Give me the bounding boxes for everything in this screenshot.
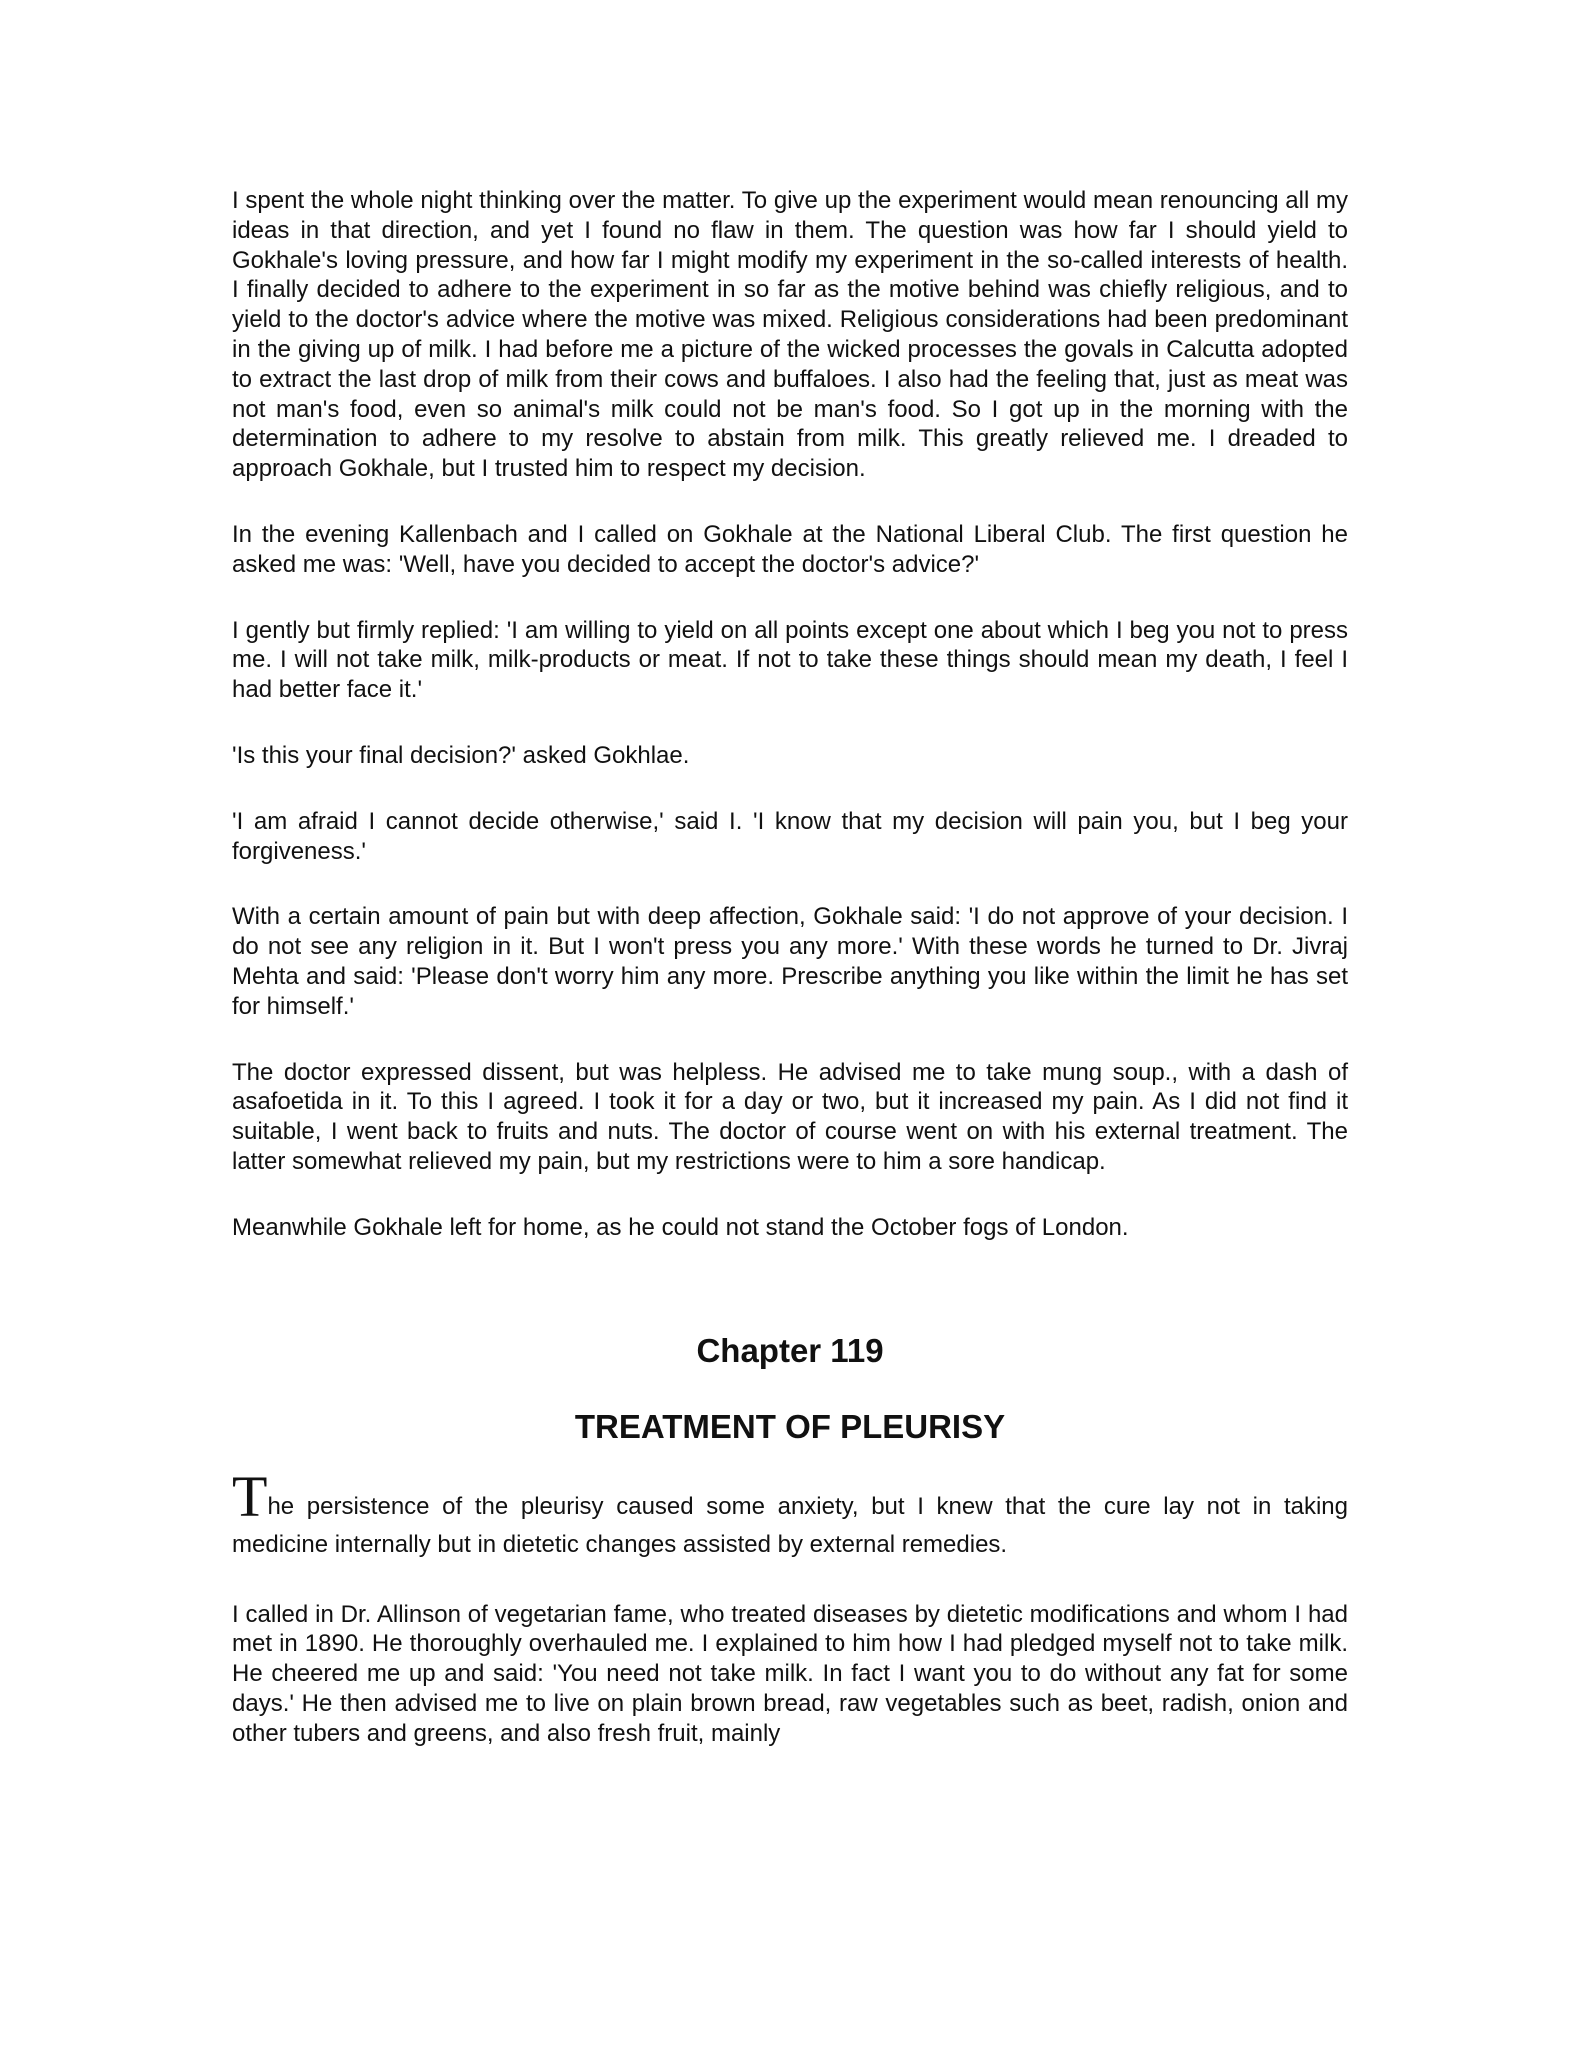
heading-gap bbox=[232, 1447, 1348, 1477]
chapter-number: Chapter 119 bbox=[696, 1331, 884, 1369]
section-gap bbox=[232, 1243, 1348, 1331]
paragraph-gap bbox=[232, 580, 1348, 616]
paragraph-gokhale-said: With a certain amount of pain but with deep affection, Gokhale said: 'I do not approve of your decision. I do not see any religion in it. But I won't press you any more.' With these words he turned to Dr. Jivraj Mehta and said: 'Please don't worry him any more. Prescribe anything you like within the limit he has set for himself.' bbox=[232, 903, 1348, 1020]
paragraph-gap bbox=[232, 705, 1348, 741]
chapter-title: TREATMENT OF PLEURISY bbox=[574, 1407, 1006, 1445]
paragraph-liberal-club: In the evening Kallenbach and I called on Gokhale at the National Liberal Club. The first question he asked me was: 'Well, have you decided to accept the doctor's advice?' bbox=[232, 520, 1348, 578]
paragraph-doctor-dissent: The doctor expressed dissent, but was helpless. He advised me to take mung soup., with a dash of asafoetida in it. To this I agreed. I took it for a day or two, but it increased my pain. As I did not find it suitable, I went back to fruits and nuts. The doctor of course went on with his external treatment. The latter somewhat relieved my pain, but my restrictions were to him a sore handicap. bbox=[232, 1058, 1348, 1175]
first-paragraph-text: he persistence of the pleurisy caused some anxiety, but I knew that the cure lay not in taking medicine internally but in dietetic changes assisted by external remedies. bbox=[232, 1492, 1348, 1558]
paragraph-gap bbox=[232, 771, 1348, 807]
paragraph-night-thinking: I spent the whole night thinking over the matter. To give up the experiment would mean renouncing all my ideas in that direction, and yet I found no flaw in them. The question was how far I should yield to Gokhale's loving pressure, and how far I might modify my experiment in the so-called interests of health. I finally decided to adhere to the experiment in so far as the motive behind was chiefly religious, and to yield to the doctor's advice where the motive was mixed. Religious considerations had been predominant in the giving up of milk. I had before me a picture of the wicked processes the govals in Calcutta adopted to extract the last drop of milk from their cows and buffaloes. I also had the feeling that, just as meat was not man's food, even so animal's milk could not be man's food. So I got up in the morning with the determination to adhere to my resolve to abstain from milk. This greatly relieved me. I dreaded to approach Gokhale, but I trusted him to respect my decision. bbox=[232, 187, 1348, 483]
paragraph-gap bbox=[232, 1564, 1348, 1600]
paragraph-forgiveness: 'I am afraid I cannot decide otherwise,' said I. 'I know that my decision will pain you, but I beg your forgiveness.' bbox=[232, 807, 1348, 865]
drop-cap: T bbox=[232, 1463, 268, 1529]
paragraph-final-decision: 'Is this your final decision?' asked Gokhlae. bbox=[232, 741, 690, 769]
heading-gap bbox=[232, 1371, 1348, 1407]
paragraph-gokhale-left: Meanwhile Gokhale left for home, as he could not stand the October fogs of London. bbox=[232, 1213, 1129, 1241]
document-page bbox=[232, 186, 1348, 1749]
chapter-first-paragraph bbox=[232, 1463, 1348, 1564]
paragraph-reply: I gently but firmly replied: 'I am willing to yield on all points except one about which I beg you not to press me. I will not take milk, milk-products or meat. If not to take these things should mean my death, I feel I had better face it.' bbox=[232, 616, 1348, 704]
paragraph-gap bbox=[232, 484, 1348, 520]
paragraph-gap bbox=[232, 866, 1348, 902]
paragraph-allinson: I called in Dr. Allinson of vegetarian fame, who treated diseases by dietetic modifications and whom I had met in 1890. He thoroughly overhauled me. I explained to him how I had pledged myself not to take milk. He cheered me up and said: 'You need not take milk. In fact I want you to do without any fat for some days.' He then advised me to live on plain brown bread, raw vegetables such as beet, radish, onion and other tubers and greens, and also fresh fruit, mainly bbox=[232, 1600, 1348, 1747]
paragraph-gap bbox=[232, 1177, 1348, 1213]
paragraph-gap bbox=[232, 1022, 1348, 1058]
